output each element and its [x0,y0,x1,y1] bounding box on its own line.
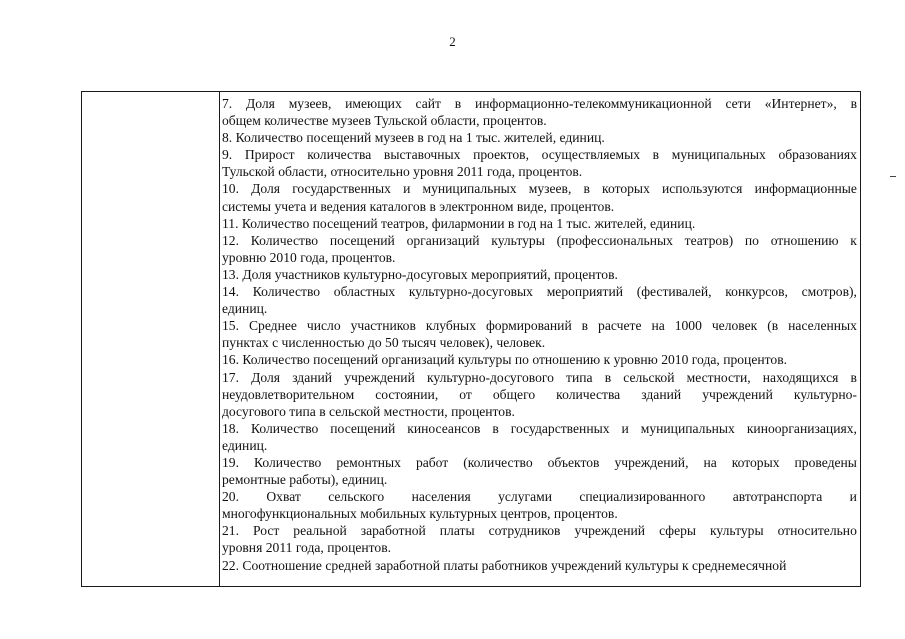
list-item-line: 11. Количество посещений театров, филармонии в год на 1 тыс. жителей, единиц. [222,215,696,231]
list-item-line: 17. Доля зданий учреждений культурно-досугового типа в сельской местности, находящихся в [222,369,857,385]
list-item [222,369,857,420]
list-item-line: ремонтные работы), единиц. [222,472,388,488]
list-item [222,420,857,454]
document-table [81,91,861,587]
list-item-line: 19. Количество ремонтных работ (количество объектов учреждений, на которых проведены [222,454,857,470]
list-item [222,95,857,129]
list-item [222,557,857,574]
list-item-line: 12. Количество посещений организаций культуры (профессиональных театров) по отношению к [222,232,857,248]
list-item [222,488,857,522]
list-item-line: Тульской области, относительно уровня 2011 года, процентов. [222,164,583,180]
list-item [222,232,857,266]
list-item-line: 16. Количество посещений организаций культуры по отношению к уровню 2010 года, процентов. [222,352,788,368]
list-item [222,283,857,317]
list-item-line: уровня 2011 года, процентов. [222,540,392,556]
list-item-line: 13. Доля участников культурно-досуговых мероприятий, процентов. [222,266,618,282]
table-right-cell [222,95,857,574]
list-item-line: единиц. [222,301,268,317]
list-item-line: 9. Прирост количества выставочных проектов, осуществляемых в муниципальных образованиях [222,147,857,163]
list-item-line: 21. Рост реальной заработной платы сотрудников учреждений сферы культуры относительно [222,523,857,539]
list-item [222,454,857,488]
list-item-line: общем количестве музеев Тульской области, процентов. [222,113,547,129]
list-item [222,215,857,232]
list-item-line: 7. Доля музеев, имеющих сайт в информационно-телекоммуникационной сети «Интернет», в [222,96,857,111]
list-item-line: уровню 2010 года, процентов. [222,249,396,265]
list-item-line: досугового типа в сельской местности, процентов. [222,403,515,419]
list-item-line: единиц. [222,437,268,453]
margin-mark [890,176,896,177]
list-item-line: 20. Охват сельского населения услугами специализированного автотранспорта и [222,489,857,505]
table-left-cell [82,92,220,586]
list-item-line: 14. Количество областных культурно-досуговых мероприятий (фестивалей, конкурсов, смотров), [222,284,857,300]
list-item [222,129,857,146]
list-item-line: 8. Количество посещений музеев в год на 1 тыс. жителей, единиц. [222,130,605,146]
list-item [222,146,857,180]
list-item-line: пунктах с численностью до 50 тысяч человек), человек. [222,335,546,351]
list-item [222,317,857,351]
list-item-line: 15. Среднее число участников клубных формирований в расчете на 1000 человек (в населенных [222,318,857,334]
page-number: 2 [449,34,456,49]
list-item-line: неудовлетворительном состоянии, от общего количества зданий учреждений культурно- [222,386,857,402]
list-item [222,180,857,214]
list-item-line: 10. Доля государственных и муниципальных музеев, в которых используются информационные [222,181,857,197]
list-item-line: системы учета и ведения каталогов в электронном виде, процентов. [222,198,615,214]
list-item-line: 18. Количество посещений киносеансов в государственных и муниципальных киноорганизациях, [222,420,857,436]
list-item [222,522,857,556]
list-item-line: 22. Соотношение средней заработной платы работников учреждений культуры к среднемесячной [222,557,787,573]
list-item [222,266,857,283]
list-item [222,351,857,368]
list-item-line: многофункциональных мобильных культурных центров, процентов. [222,506,618,522]
